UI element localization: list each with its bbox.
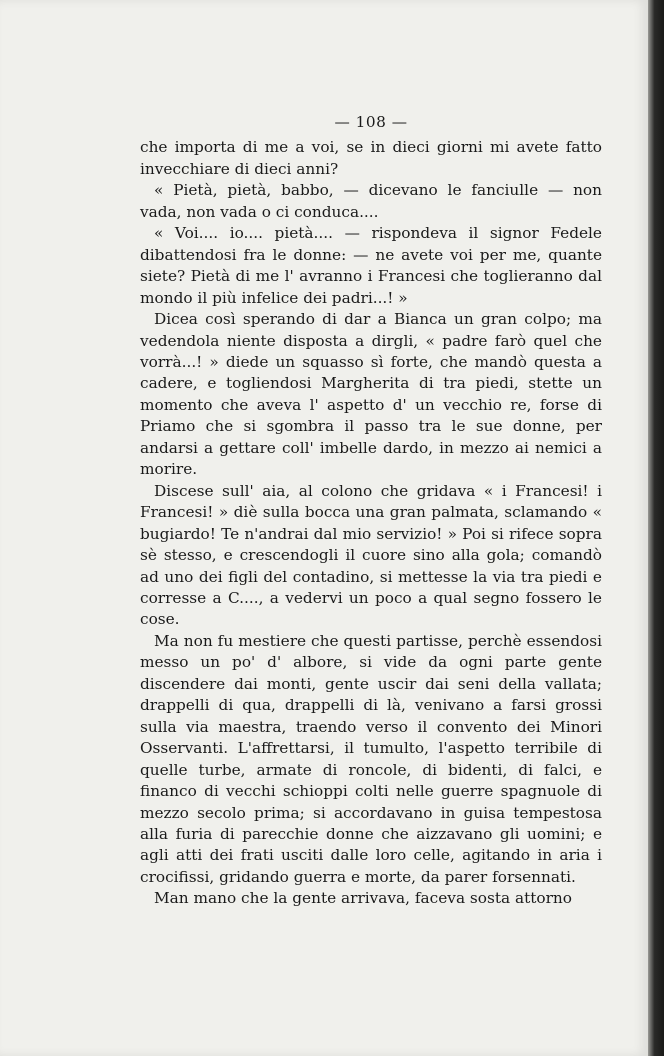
paragraph-3: « Voi.... io.... pietà.... — rispondeva il signor Fedele dibattendosi fra le donne: — ne avete voi per me, quante siete? Pietà di me l' avranno i Francesi che toglieranno dal mondo il più infelice dei padri...! » bbox=[140, 224, 602, 307]
paragraph-1: che importa di me a voi, se in dieci giorni mi avete fatto invecchiare di dieci anni? bbox=[140, 138, 602, 178]
paragraph-2: « Pietà, pietà, babbo, — dicevano le fanciulle — non vada, non vada o ci conduca.... bbox=[140, 181, 602, 221]
paragraph-4: Dicea così sperando di dar a Bianca un gran colpo; ma vedendola niente disposta a dirgli, « padre farò quel che vorrà...! » diede un squasso sì forte, che mandò questa a cadere, e togliendosi Margherita di tra piedi, stette un momento che aveva l' aspetto d' un vecchio re, forse di Priamo che si sgombra il passo tra le sue donne, per andarsi a gettare coll' imbelle dardo, in mezzo ai nemici a morire. bbox=[140, 310, 602, 479]
page-edge-shadow bbox=[648, 0, 664, 1056]
paragraph-7: Man mano che la gente arrivava, faceva sosta attorno bbox=[154, 889, 572, 908]
paragraph-6: Ma non fu mestiere che questi partisse, perchè essendosi messo un po' d' albore, si vide da ogni parte gente discendere dai monti, gente uscir dai seni della vallata; drappelli di qua, drappelli di là, venivano a farsi grossi sulla via maestra, traendo verso il convento dei Minori Osservanti. L'affrettarsi, il tumulto, l'aspetto terribile di quelle turbe, armate di roncole, di bidenti, di falci, e financo di vecchi schioppi colti nelle guerre spagnuole di mezzo secolo prima; si accordavano in guisa tempestosa alla furia di parecchie donne che aizzavano gli uomini; e agli atti dei frati usciti dalle loro celle, agitando in aria i crocifissi, gridando guerra e morte, da parer forsennati. bbox=[140, 631, 602, 886]
page-number: — 108 — bbox=[334, 113, 408, 131]
paragraph-5: Discese sull' aia, al colono che gridava « i Francesi! i Francesi! » diè sulla bocca una gran palmata, sclamando « bugiardo! Te n'andrai dal mio servizio! » Poi si rifece sopra sè stesso, e crescendogli il cuore sino alla gola; comandò ad uno dei figli del contadino, si mettesse la via tra piedi e corresse a C...., a vedervi un poco a qual segno fossero le cose. bbox=[140, 481, 602, 629]
page-text bbox=[140, 112, 602, 910]
